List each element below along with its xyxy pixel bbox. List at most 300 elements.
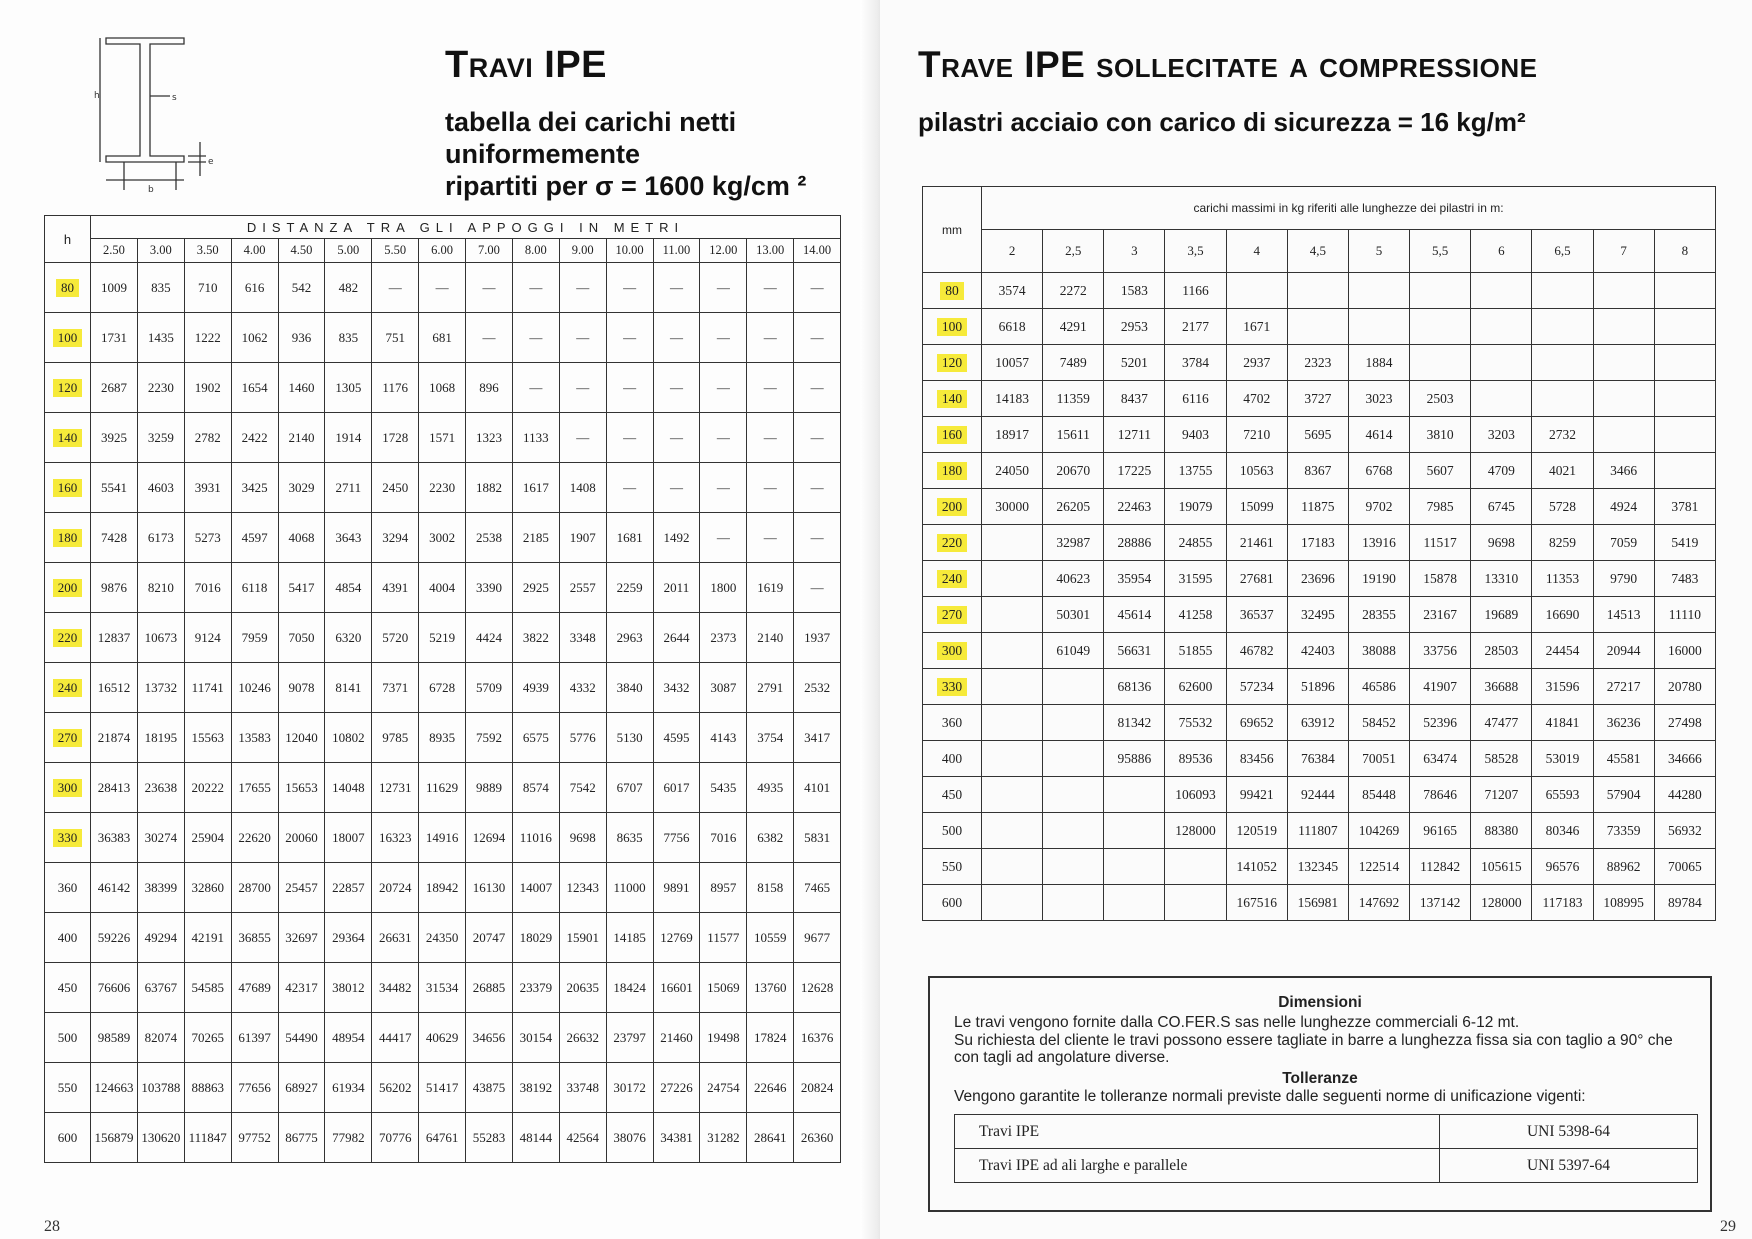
right-page [880,0,1752,1239]
value-cell [1104,813,1165,849]
value-cell: 7210 [1226,417,1287,453]
row-size-label: 100 [937,318,967,336]
value-cell: — [653,363,700,413]
value-cell: 7542 [559,763,606,813]
value-cell: 11000 [606,863,653,913]
value-cell: — [559,413,606,463]
value-cell: 20670 [1043,453,1104,489]
row-size-cell [45,613,91,663]
value-cell [1104,885,1165,921]
value-cell: 17655 [231,763,278,813]
value-cell: 12731 [372,763,419,813]
value-cell: 5776 [559,713,606,763]
value-cell: 46586 [1348,669,1409,705]
value-cell: 7489 [1043,345,1104,381]
value-cell: 41907 [1410,669,1471,705]
value-cell: 44280 [1654,777,1715,813]
value-cell: 13755 [1165,453,1226,489]
value-cell: 6618 [982,309,1043,345]
value-cell: 42317 [278,963,325,1013]
value-cell: 1583 [1104,273,1165,309]
value-cell: 21874 [91,713,138,763]
value-cell: 132345 [1287,849,1348,885]
value-cell: 9078 [278,663,325,713]
table-row [923,381,1716,417]
value-cell: 5273 [184,513,231,563]
value-cell: 70265 [184,1013,231,1063]
value-cell: 2422 [231,413,278,463]
value-cell: 835 [137,263,184,313]
value-cell: — [700,313,747,363]
column-header: 4.50 [278,239,325,263]
value-cell: 40629 [419,1013,466,1063]
value-cell: 616 [231,263,278,313]
value-cell: 34656 [466,1013,513,1063]
value-cell: 56932 [1654,813,1715,849]
value-cell: 22646 [747,1063,794,1113]
value-cell: 5728 [1532,489,1593,525]
value-cell: 28700 [231,863,278,913]
value-cell: 4004 [419,563,466,613]
value-cell: 3784 [1165,345,1226,381]
value-cell: 63767 [137,963,184,1013]
table-row [923,561,1716,597]
table-group-header: DISTANZA TRA GLI APPOGGI IN METRI [91,216,841,239]
value-cell: 8935 [419,713,466,763]
value-cell: 2963 [606,613,653,663]
table-row [45,1063,841,1113]
value-cell: 36688 [1471,669,1532,705]
value-cell: 44417 [372,1013,419,1063]
value-cell: 482 [325,263,372,313]
value-cell: 58528 [1471,741,1532,777]
value-cell: 18917 [982,417,1043,453]
value-cell: 1305 [325,363,372,413]
column-header: 11.00 [653,239,700,263]
value-cell: 4709 [1471,453,1532,489]
value-cell: 47477 [1471,705,1532,741]
value-cell: 17824 [747,1013,794,1063]
value-cell: 20222 [184,763,231,813]
value-cell [1471,273,1532,309]
value-cell: 64761 [419,1113,466,1163]
value-cell: 8210 [137,563,184,613]
value-cell: 1800 [700,563,747,613]
value-cell: — [794,463,841,513]
value-cell: 15069 [700,963,747,1013]
value-cell [1593,309,1654,345]
row-size-label: 180 [53,529,83,547]
value-cell: 63474 [1410,741,1471,777]
row-size-label: 600 [57,1129,78,1145]
value-cell: 19190 [1348,561,1409,597]
value-cell: 12343 [559,863,606,913]
row-size-label: 400 [57,929,78,945]
value-cell: 147692 [1348,885,1409,921]
row-size-cell [923,849,982,885]
row-size-cell [45,713,91,763]
value-cell: 9790 [1593,561,1654,597]
value-cell: 2259 [606,563,653,613]
value-cell: — [653,313,700,363]
row-size-label: 240 [53,679,83,697]
row-size-cell [923,273,982,309]
value-cell: 26360 [794,1113,841,1163]
value-cell: 28641 [747,1113,794,1163]
value-cell: 98589 [91,1013,138,1063]
value-cell: 4702 [1226,381,1287,417]
value-cell: 78646 [1410,777,1471,813]
value-cell: 20944 [1593,633,1654,669]
value-cell: 6320 [325,613,372,663]
value-cell: 11629 [419,763,466,813]
row-size-cell [923,453,982,489]
value-cell: 57904 [1593,777,1654,813]
table-row [45,813,841,863]
value-cell: — [700,413,747,463]
row-size-label: 330 [53,829,83,847]
table-row [45,713,841,763]
value-cell: 7016 [700,813,747,863]
value-cell: — [653,413,700,463]
value-cell: 31534 [419,963,466,1013]
value-cell: 1492 [653,513,700,563]
value-cell [1654,273,1715,309]
value-cell: 28503 [1471,633,1532,669]
value-cell: 14048 [325,763,372,813]
value-cell: 40623 [1043,561,1104,597]
value-cell: 61049 [1043,633,1104,669]
value-cell: 3002 [419,513,466,563]
row-size-cell [923,813,982,849]
norm-row [955,1115,1698,1149]
value-cell: 26885 [466,963,513,1013]
value-cell: 77656 [231,1063,278,1113]
value-cell: 3029 [278,463,325,513]
value-cell: 9124 [184,613,231,663]
ipe-beam-diagram [96,30,246,205]
value-cell: 2711 [325,463,372,513]
value-cell: 22463 [1104,489,1165,525]
value-cell [1348,309,1409,345]
value-cell: 33756 [1410,633,1471,669]
value-cell: 1133 [512,413,559,463]
value-cell [982,597,1043,633]
row-size-cell [45,463,91,513]
row-size-cell [45,313,91,363]
subtitle-line-2: uniformemente [445,139,641,169]
table-header-mm: mm [923,187,982,273]
value-cell: 45614 [1104,597,1165,633]
value-cell [1226,273,1287,309]
value-cell: — [559,313,606,363]
table-group-header: carichi massimi in kg riferiti alle lunghezze dei pilastri in m: [982,187,1716,230]
value-cell [1471,309,1532,345]
value-cell: 4595 [653,713,700,763]
value-cell: 3840 [606,663,653,713]
table-row [45,363,841,413]
value-cell: 86775 [278,1113,325,1163]
row-size-label: 270 [53,729,83,747]
value-cell: 34482 [372,963,419,1013]
column-header: 3.50 [184,239,231,263]
value-cell: 19079 [1165,489,1226,525]
value-cell: 2323 [1287,345,1348,381]
value-cell: 31596 [1532,669,1593,705]
table-row [45,463,841,513]
value-cell: 1435 [137,313,184,363]
value-cell: 11110 [1654,597,1715,633]
diagram-label-e: e [208,157,214,167]
value-cell: 4021 [1532,453,1593,489]
row-size-cell [923,597,982,633]
value-cell: 17183 [1287,525,1348,561]
value-cell: 18007 [325,813,372,863]
value-cell: 26631 [372,913,419,963]
table-row [923,489,1716,525]
row-size-label: 550 [941,858,963,874]
value-cell: 3822 [512,613,559,663]
value-cell [1104,777,1165,813]
table-row [923,705,1716,741]
value-cell [1654,381,1715,417]
value-cell: 2503 [1410,381,1471,417]
value-cell: 42564 [559,1113,606,1163]
value-cell: 103788 [137,1063,184,1113]
value-cell: 1654 [231,363,278,413]
value-cell: 16376 [794,1013,841,1063]
value-cell: 5219 [419,613,466,663]
value-cell: 97752 [231,1113,278,1163]
value-cell: 2687 [91,363,138,413]
value-cell [982,705,1043,741]
value-cell: 3203 [1471,417,1532,453]
row-size-label: 80 [56,279,79,297]
value-cell: 2538 [466,513,513,563]
table-row [923,525,1716,561]
value-cell: 38192 [512,1063,559,1113]
value-cell: 92444 [1287,777,1348,813]
value-cell: 59226 [91,913,138,963]
value-cell: 10057 [982,345,1043,381]
value-cell: 58452 [1348,705,1409,741]
right-page-title: Trave IPE sollecitate a compressione [918,44,1538,85]
value-cell: 104269 [1348,813,1409,849]
value-cell: 6118 [231,563,278,613]
tolleranze-heading: Tolleranze [1282,1070,1358,1087]
value-cell: 31595 [1165,561,1226,597]
value-cell: 25904 [184,813,231,863]
value-cell: 5201 [1104,345,1165,381]
row-size-cell [45,663,91,713]
row-size-label: 450 [941,786,963,802]
value-cell: 4854 [325,563,372,613]
value-cell [1043,885,1104,921]
value-cell: 12040 [278,713,325,763]
value-cell: 1062 [231,313,278,363]
value-cell [1654,309,1715,345]
value-cell: — [512,263,559,313]
value-cell: 141052 [1226,849,1287,885]
value-cell: 56202 [372,1063,419,1113]
value-cell: 34666 [1654,741,1715,777]
column-header: 5 [1348,230,1409,273]
value-cell: 3810 [1410,417,1471,453]
row-size-cell [45,813,91,863]
value-cell: 3294 [372,513,419,563]
column-header: 3 [1104,230,1165,273]
page-number-left: 28 [44,1218,60,1235]
value-cell: 108995 [1593,885,1654,921]
table-row [45,313,841,363]
value-cell [982,525,1043,561]
table-row [923,345,1716,381]
value-cell: — [606,463,653,513]
value-cell: 13732 [137,663,184,713]
row-size-label: 180 [937,462,967,480]
value-cell: 15099 [1226,489,1287,525]
value-cell [1043,669,1104,705]
right-page-subtitle: pilastri acciaio con carico di sicurezza = 16 kg/m² [918,107,1526,137]
row-size-label: 160 [53,479,83,497]
row-size-label: 120 [53,379,83,397]
value-cell: 681 [419,313,466,363]
value-cell: 1460 [278,363,325,413]
value-cell: 3931 [184,463,231,513]
row-size-cell [45,513,91,563]
value-cell: — [794,363,841,413]
value-cell: 32495 [1287,597,1348,633]
value-cell: 68927 [278,1063,325,1113]
column-header: 4.00 [231,239,278,263]
column-header: 6,5 [1532,230,1593,273]
value-cell: 106093 [1165,777,1226,813]
value-cell: 6382 [747,813,794,863]
value-cell: 16130 [466,863,513,913]
value-cell: 2450 [372,463,419,513]
value-cell: 5607 [1410,453,1471,489]
value-cell: 61397 [231,1013,278,1063]
value-cell: — [512,363,559,413]
value-cell: 8367 [1287,453,1348,489]
column-header: 4,5 [1287,230,1348,273]
value-cell: 156879 [91,1113,138,1163]
value-cell: 7592 [466,713,513,763]
row-size-label: 600 [941,894,963,910]
value-cell: 89536 [1165,741,1226,777]
value-cell: 3432 [653,663,700,713]
value-cell: 38088 [1348,633,1409,669]
value-cell: 46142 [91,863,138,913]
value-cell: 14513 [1593,597,1654,633]
value-cell: 1222 [184,313,231,363]
value-cell: 32860 [184,863,231,913]
column-header: 10.00 [606,239,653,263]
value-cell: 1671 [1226,309,1287,345]
value-cell: — [653,463,700,513]
value-cell: 75532 [1165,705,1226,741]
value-cell [1410,309,1471,345]
value-cell [1593,345,1654,381]
value-cell: 4068 [278,513,325,563]
column-header: 2 [982,230,1043,273]
value-cell: 3425 [231,463,278,513]
value-cell: 12837 [91,613,138,663]
value-cell: 88962 [1593,849,1654,885]
value-cell: 2791 [747,663,794,713]
value-cell [982,669,1043,705]
value-cell: 11016 [512,813,559,863]
value-cell: 36537 [1226,597,1287,633]
row-size-cell [923,381,982,417]
left-page [0,0,872,1239]
value-cell: — [700,513,747,563]
value-cell: 22620 [231,813,278,863]
value-cell [1043,705,1104,741]
value-cell: 14185 [606,913,653,963]
row-size-cell [45,913,91,963]
value-cell: 20824 [794,1063,841,1113]
value-cell [982,777,1043,813]
table-row [923,453,1716,489]
value-cell: 27498 [1654,705,1715,741]
value-cell: 128000 [1471,885,1532,921]
value-cell: 20747 [466,913,513,963]
value-cell: — [700,463,747,513]
row-size-cell [923,885,982,921]
value-cell: 128000 [1165,813,1226,849]
value-cell: — [747,463,794,513]
column-header: 8 [1654,230,1715,273]
table-row [923,633,1716,669]
value-cell: 6017 [653,763,700,813]
value-cell: 33748 [559,1063,606,1113]
value-cell: 35954 [1104,561,1165,597]
value-cell: 3023 [1348,381,1409,417]
column-header: 6 [1471,230,1532,273]
value-cell: 30000 [982,489,1043,525]
value-cell: 89784 [1654,885,1715,921]
row-size-cell [923,345,982,381]
value-cell: 76606 [91,963,138,1013]
column-header: 13.00 [747,239,794,263]
compression-load-table [922,186,1716,921]
value-cell: 28355 [1348,597,1409,633]
value-cell: 11359 [1043,381,1104,417]
value-cell: 51896 [1287,669,1348,705]
value-cell: 23696 [1287,561,1348,597]
value-cell: 12628 [794,963,841,1013]
value-cell: 14007 [512,863,559,913]
value-cell: 16323 [372,813,419,863]
value-cell: 1731 [91,313,138,363]
table-row [45,413,841,463]
table-row [45,913,841,963]
value-cell: 2011 [653,563,700,613]
value-cell: 19689 [1471,597,1532,633]
value-cell: 54585 [184,963,231,1013]
value-cell: — [606,363,653,413]
value-cell: 15563 [184,713,231,763]
column-header: 12.00 [700,239,747,263]
value-cell: 8574 [512,763,559,813]
value-cell: 13916 [1348,525,1409,561]
table-row [923,813,1716,849]
value-cell: 124663 [91,1063,138,1113]
value-cell: 5419 [1654,525,1715,561]
row-size-label: 300 [937,642,967,660]
value-cell: 28413 [91,763,138,813]
